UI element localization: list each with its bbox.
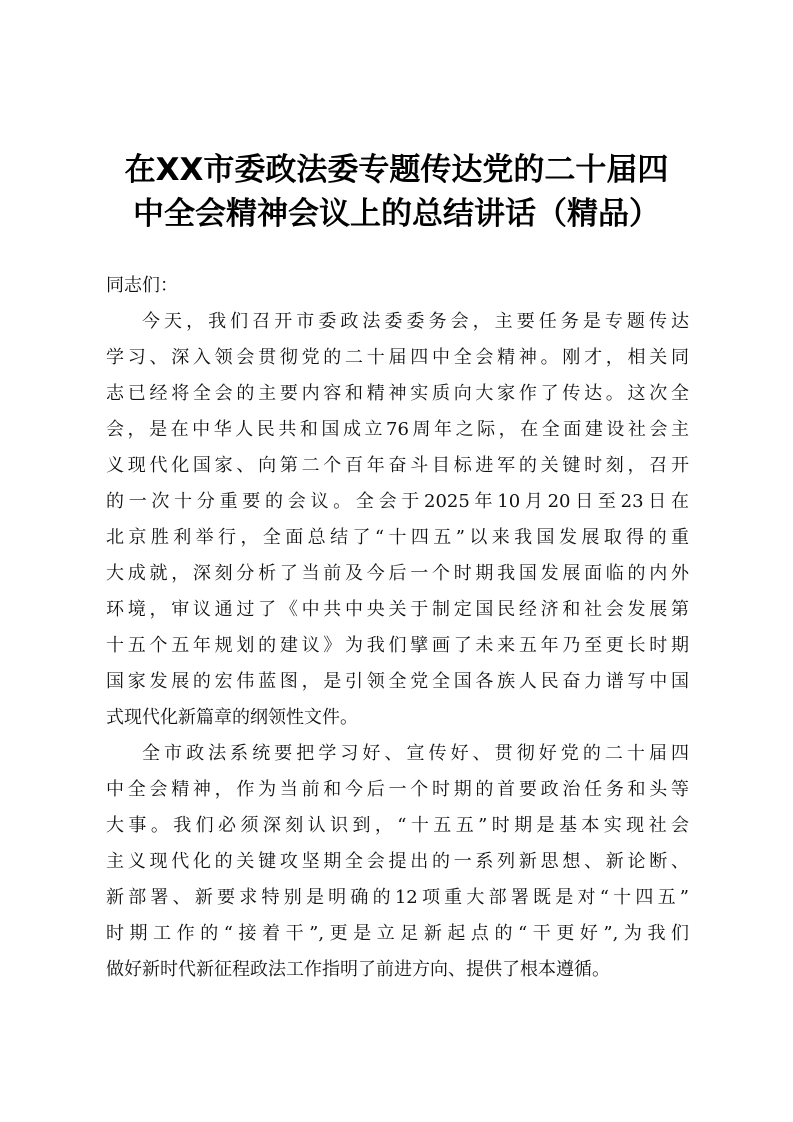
paragraph-line: 国家发展的宏伟蓝图，是引领全党全国各族人民奋力谱写中国 xyxy=(106,671,689,692)
paragraph-line: 环境，审议通过了《中共中央关于制定国民经济和社会发展第 xyxy=(106,599,689,620)
title-line-1: 在XX市委政法委专题传达党的二十届四 xyxy=(124,152,669,188)
paragraph-line: 志已经将全会的主要内容和精神实质向大家作了传达。这次全 xyxy=(106,383,689,404)
paragraph-line: 会，是在中华人民共和国成立76周年之际，在全面建设社会主 xyxy=(106,419,689,440)
paragraph-line: 全市政法系统要把学习好、宣传好、贯彻好党的二十届四 xyxy=(142,743,689,764)
paragraph-line: 今天，我们召开市委政法委委务会，主要任务是专题传达 xyxy=(142,311,689,332)
paragraph-line: 学习、深入领会贯彻党的二十届四中全会精神。刚才，相关同 xyxy=(106,347,689,368)
paragraph-line: 北京胜利举行，全面总结了“十四五”以来我国发展取得的重 xyxy=(106,527,689,548)
paragraph-2 xyxy=(106,736,689,988)
paragraph-line: 十五个五年规划的建议》为我们擘画了未来五年乃至更长时期 xyxy=(106,635,689,656)
paragraph-line: 时期工作的“接着干”,更是立足新起点的“干更好”,为我们 xyxy=(106,923,689,944)
paragraph-line: 主义现代化的关键攻坚期全会提出的一系列新思想、新论断、 xyxy=(106,851,689,872)
paragraph-line: 中全会精神，作为当前和今后一个时期的首要政治任务和头等 xyxy=(106,779,689,800)
paragraph-line: 义现代化国家、向第二个百年奋斗目标进军的关键时刻，召开 xyxy=(106,455,689,476)
title-line-2: 中全会精神会议上的总结讲话（精品） xyxy=(133,196,660,232)
paragraph-line: 的一次十分重要的会议。全会于2025年10月20日至23日在 xyxy=(106,491,689,512)
document-body xyxy=(106,268,689,988)
document-title xyxy=(60,148,733,236)
paragraph-line: 做好新时代新征程政法工作指明了前进方向、提供了根本遵循。 xyxy=(106,959,610,980)
greeting: 同志们： xyxy=(106,275,178,296)
paragraph-line: 大事。我们必须深刻认识到，“十五五”时期是基本实现社会 xyxy=(106,815,689,836)
paragraph-1 xyxy=(106,304,689,736)
paragraph-line: 大成就，深刻分析了当前及今后一个时期我国发展面临的内外 xyxy=(106,563,689,584)
paragraph-line: 式现代化新篇章的纲领性文件。 xyxy=(106,707,358,728)
paragraph-line: 新部署、新要求特别是明确的12项重大部署既是对“十四五” xyxy=(106,887,689,908)
